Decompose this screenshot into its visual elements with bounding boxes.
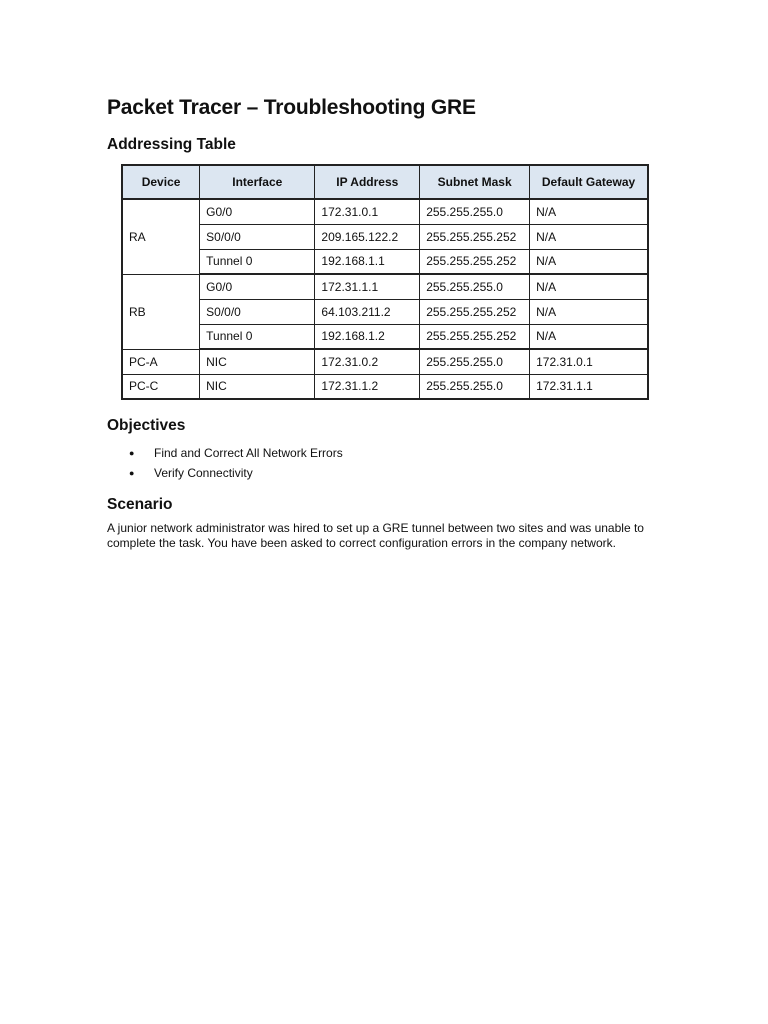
interface-cell: Tunnel 0 — [200, 324, 315, 349]
mask-cell: 255.255.255.0 — [420, 374, 530, 399]
ip-cell: 172.31.0.2 — [315, 349, 420, 374]
gateway-cell: 172.31.0.1 — [530, 349, 648, 374]
objective-text: Find and Correct All Network Errors — [154, 446, 343, 460]
bullet-icon: ● — [129, 468, 135, 478]
table-header-row — [122, 165, 648, 199]
gateway-cell: N/A — [530, 249, 648, 274]
gateway-cell: 172.31.1.1 — [530, 374, 648, 399]
table-row — [122, 374, 648, 399]
mask-cell: 255.255.255.252 — [420, 249, 530, 274]
interface-cell: S0/0/0 — [200, 299, 315, 324]
list-item — [107, 443, 667, 463]
objectives-list — [107, 443, 667, 483]
gateway-cell: N/A — [530, 199, 648, 224]
mask-cell: 255.255.255.252 — [420, 324, 530, 349]
ip-cell: 172.31.0.1 — [315, 199, 420, 224]
table-row — [122, 224, 648, 249]
table-row — [122, 274, 648, 299]
gateway-cell: N/A — [530, 324, 648, 349]
objectives-heading: Objectives — [107, 417, 186, 434]
interface-cell: Tunnel 0 — [200, 249, 315, 274]
addressing-table — [121, 164, 649, 400]
addressing-table-heading: Addressing Table — [107, 136, 236, 153]
ip-cell: 209.165.122.2 — [315, 224, 420, 249]
mask-cell: 255.255.255.252 — [420, 224, 530, 249]
device-cell: PC-A — [122, 349, 200, 374]
interface-cell: NIC — [200, 374, 315, 399]
objective-text: Verify Connectivity — [154, 466, 253, 480]
mask-cell: 255.255.255.252 — [420, 299, 530, 324]
list-item — [107, 463, 667, 483]
table-row — [122, 249, 648, 274]
ip-cell: 192.168.1.1 — [315, 249, 420, 274]
header-default-gateway: Default Gateway — [530, 165, 648, 199]
ip-cell: 64.103.211.2 — [315, 299, 420, 324]
ip-cell: 172.31.1.1 — [315, 274, 420, 299]
mask-cell: 255.255.255.0 — [420, 274, 530, 299]
ip-cell: 192.168.1.2 — [315, 324, 420, 349]
scenario-heading: Scenario — [107, 496, 173, 513]
bullet-icon: ● — [129, 448, 135, 458]
scenario-paragraph: A junior network administrator was hired to set up a GRE tunnel between two sites and was unable to complete the task. You have been asked to correct configuration errors in the company network. — [107, 521, 644, 550]
ip-cell: 172.31.1.2 — [315, 374, 420, 399]
table-row — [122, 324, 648, 349]
header-ip-address: IP Address — [315, 165, 420, 199]
interface-cell: S0/0/0 — [200, 224, 315, 249]
gateway-cell: N/A — [530, 274, 648, 299]
device-cell: PC-C — [122, 374, 200, 399]
interface-cell: G0/0 — [200, 199, 315, 224]
table-row — [122, 299, 648, 324]
mask-cell: 255.255.255.0 — [420, 199, 530, 224]
page-title: Packet Tracer – Troubleshooting GRE — [107, 96, 476, 119]
header-subnet-mask: Subnet Mask — [420, 165, 530, 199]
header-device: Device — [122, 165, 200, 199]
interface-cell: G0/0 — [200, 274, 315, 299]
gateway-cell: N/A — [530, 299, 648, 324]
interface-cell: NIC — [200, 349, 315, 374]
device-cell: RA — [122, 199, 200, 274]
header-interface: Interface — [200, 165, 315, 199]
device-cell: RB — [122, 274, 200, 349]
table-row — [122, 199, 648, 224]
gateway-cell: N/A — [530, 224, 648, 249]
mask-cell: 255.255.255.0 — [420, 349, 530, 374]
document-page — [107, 94, 667, 551]
table-row — [122, 349, 648, 374]
